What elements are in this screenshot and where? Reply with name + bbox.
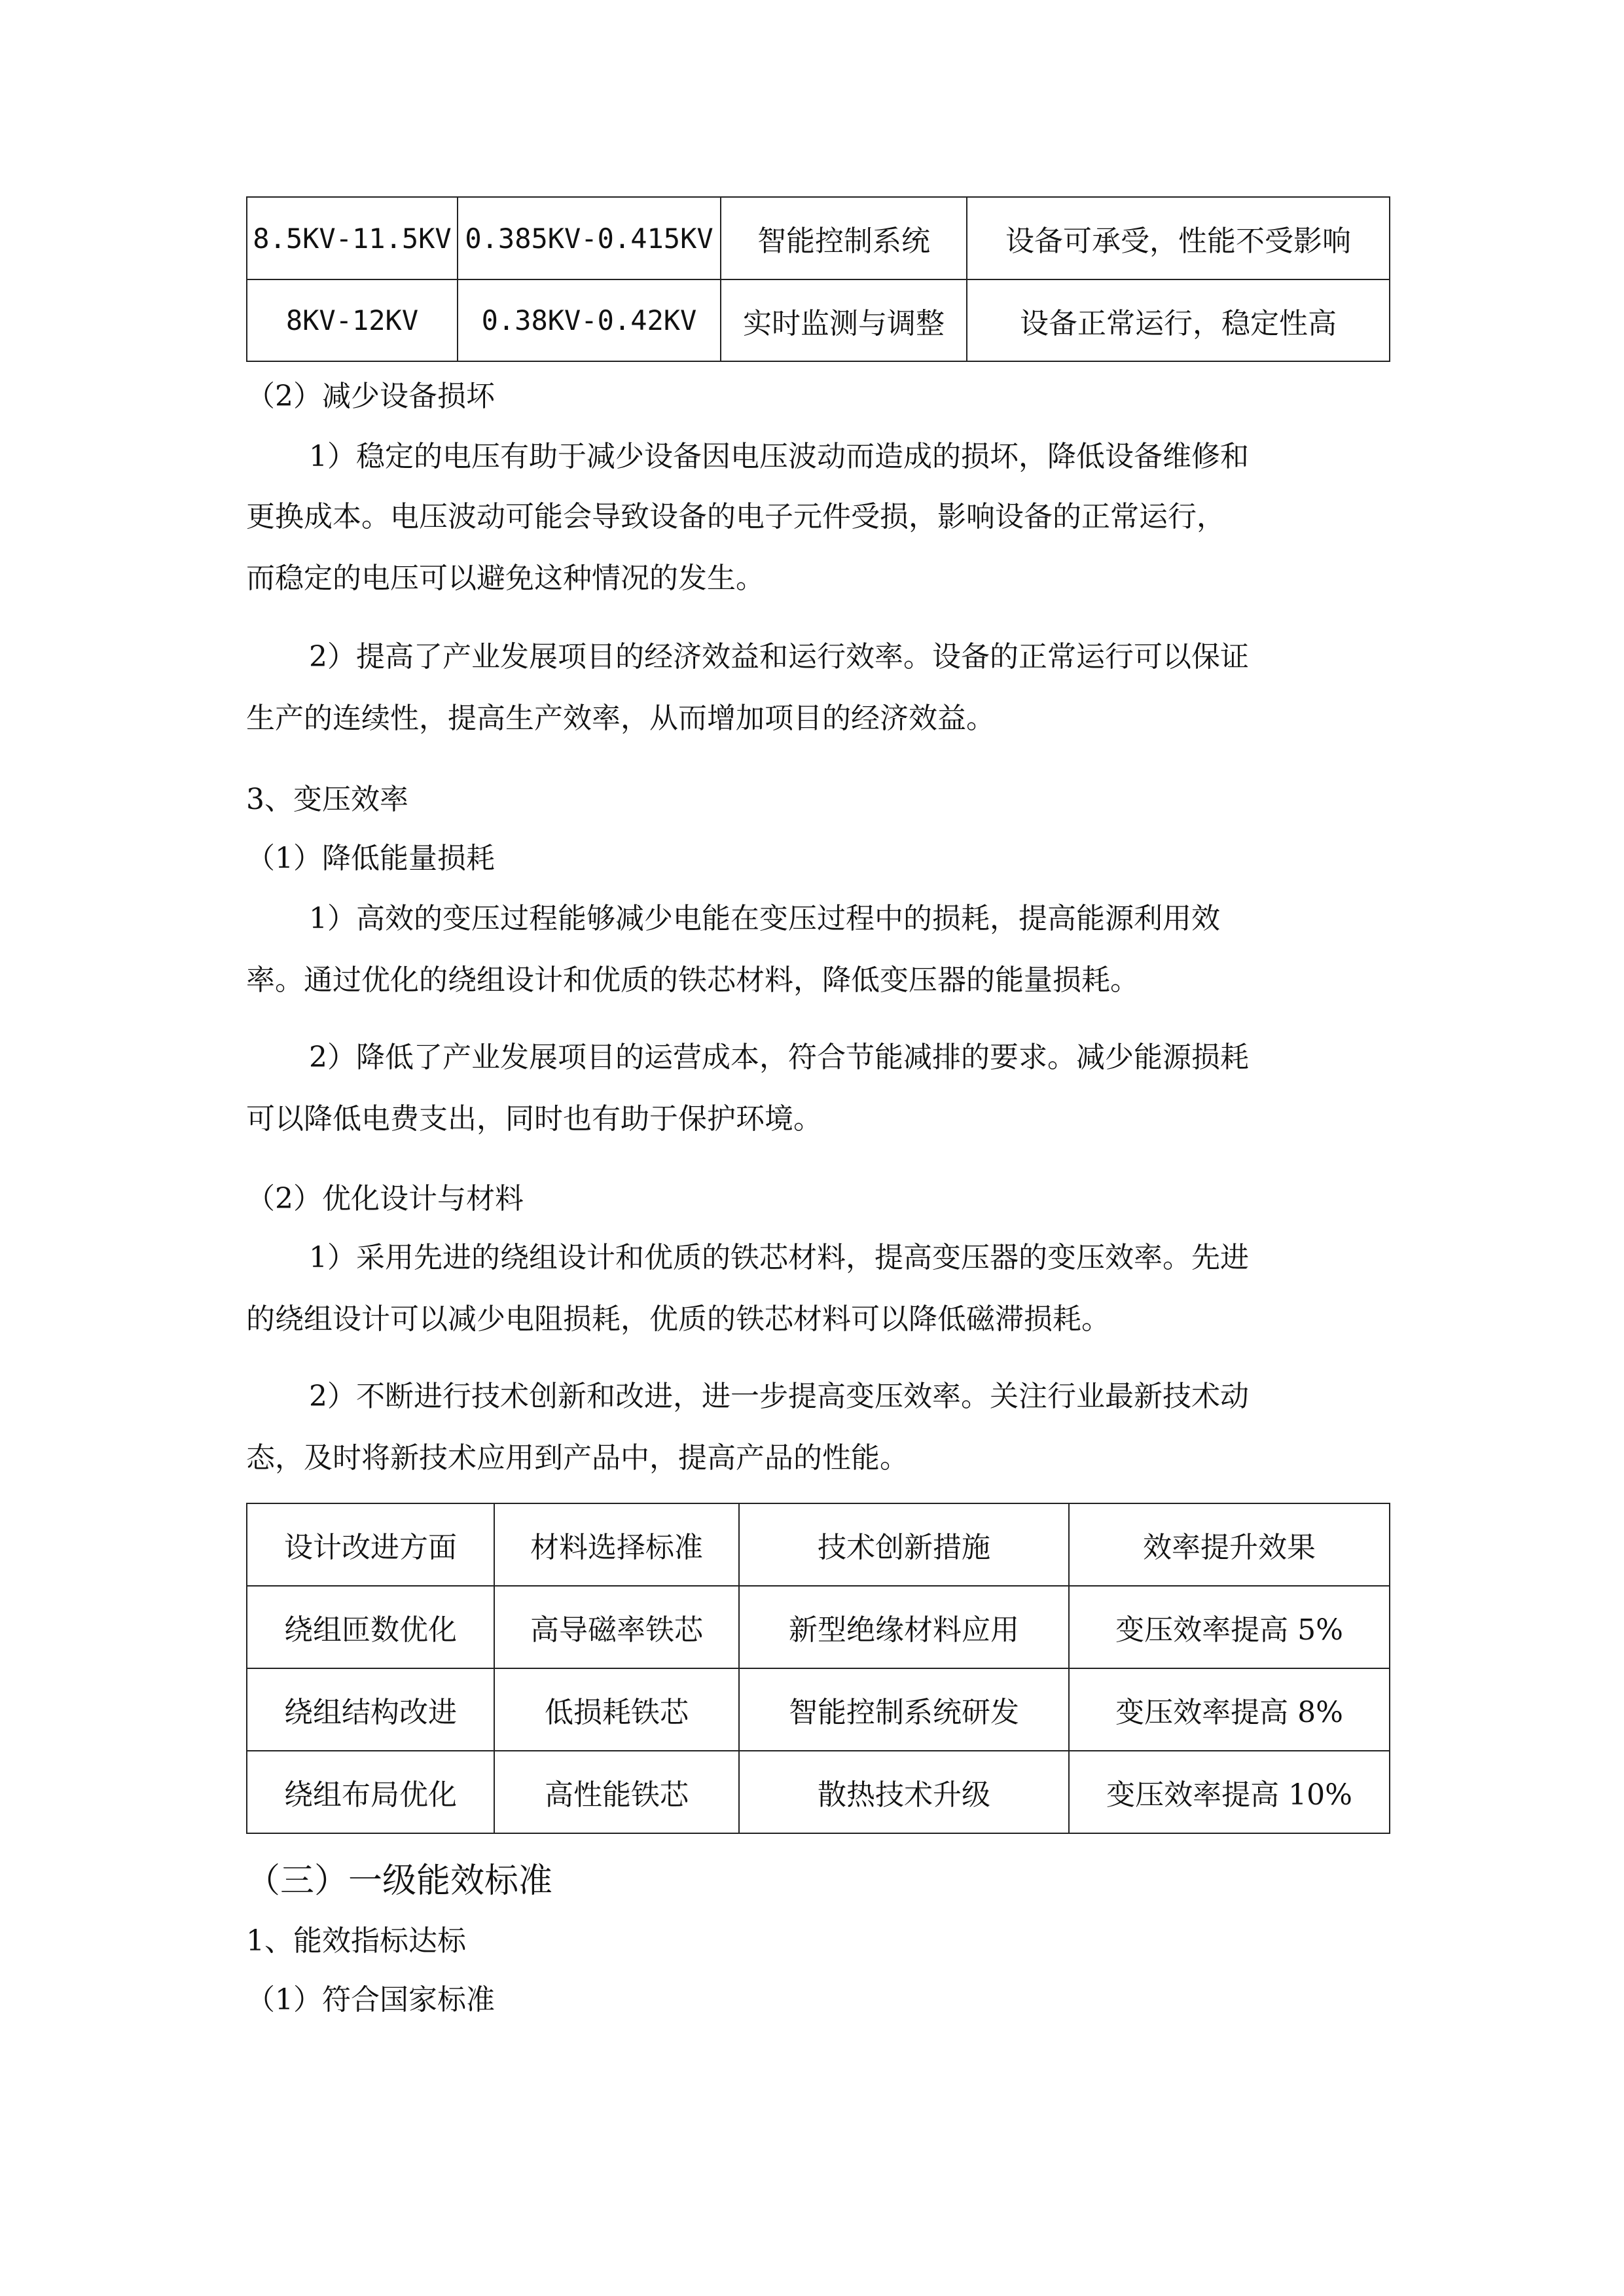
table-cell: 智能控制系统研发 (739, 1668, 1069, 1751)
table-cell: 高性能铁芯 (494, 1751, 739, 1833)
paragraph-line: 1）采用先进的绕组设计和优质的铁芯材料，提高变压器的变压效率。先进 (309, 1241, 1249, 1274)
paragraph-line: 更换成本。电压波动可能会导致设备的电子元件受损，影响设备的正常运行， (246, 500, 1225, 533)
paragraph-line: 可以降低电费支出，同时也有助于保护环境。 (246, 1102, 822, 1136)
table-cell: 绕组结构改进 (247, 1668, 494, 1751)
table-header-cell: 材料选择标准 (494, 1503, 739, 1586)
table-cell: 变压效率提高 5% (1069, 1586, 1390, 1668)
table-header-cell: 设计改进方面 (247, 1503, 494, 1586)
table-cell: 绕组匝数优化 (247, 1586, 494, 1668)
paragraph-line: 1）稳定的电压有助于减少设备因电压波动而造成的损坏，降低设备维修和 (309, 440, 1249, 473)
paragraph-line: 态，及时将新技术应用到产品中，提高产品的性能。 (246, 1441, 909, 1475)
table-header-row (247, 1503, 1390, 1586)
table-row (247, 1668, 1390, 1751)
table-cell: 0.385KV-0.415KV (458, 197, 721, 279)
paragraph-line: 1）高效的变压过程能够减少电能在变压过程中的损耗，提高能源利用效 (309, 902, 1220, 935)
table-header-cell: 效率提升效果 (1069, 1503, 1390, 1586)
table-cell: 8.5KV-11.5KV (247, 197, 458, 279)
table-cell: 变压效率提高 10% (1069, 1751, 1390, 1833)
paragraph-line: 2）不断进行技术创新和改进，进一步提高变压效率。关注行业最新技术动 (309, 1380, 1249, 1413)
table-row (247, 1586, 1390, 1668)
table-cell: 低损耗铁芯 (494, 1668, 739, 1751)
paragraph-line: 2）降低了产业发展项目的运营成本，符合节能减排的要求。减少能源损耗 (309, 1041, 1249, 1074)
table-row (247, 1751, 1390, 1833)
table-cell: 智能控制系统 (721, 197, 967, 279)
table-cell: 绕组布局优化 (247, 1751, 494, 1833)
table-cell: 新型绝缘材料应用 (739, 1586, 1069, 1668)
subsection-heading: （1）降低能量损耗 (246, 842, 495, 875)
table-row (247, 279, 1390, 361)
paragraph-line: 的绕组设计可以减少电阻损耗，优质的铁芯材料可以降低磁滞损耗。 (246, 1302, 1110, 1336)
paragraph-line: 率。通过优化的绕组设计和优质的铁芯材料，降低变压器的能量损耗。 (246, 963, 1139, 997)
paragraph-line: 而稳定的电压可以避免这种情况的发生。 (246, 562, 765, 595)
table-cell: 高导磁率铁芯 (494, 1586, 739, 1668)
chapter-heading: （三）一级能效标准 (246, 1861, 553, 1901)
table-row (247, 197, 1390, 279)
section-heading: 1、能效指标达标 (246, 1924, 466, 1958)
table-cell: 变压效率提高 8% (1069, 1668, 1390, 1751)
section-heading: 3、变压效率 (246, 783, 408, 816)
paragraph-line: 生产的连续性，提高生产效率，从而增加项目的经济效益。 (246, 702, 995, 735)
table-cell: 8KV-12KV (247, 279, 458, 361)
subsection-heading: （2）优化设计与材料 (246, 1182, 524, 1215)
paragraph-line: 2）提高了产业发展项目的经济效益和运行效率。设备的正常运行可以保证 (309, 640, 1249, 673)
table-cell: 散热技术升级 (739, 1751, 1069, 1833)
table-header-cell: 技术创新措施 (739, 1503, 1069, 1586)
subsection-heading: （2）减少设备损坏 (246, 380, 495, 413)
table-cell: 0.38KV-0.42KV (458, 279, 721, 361)
table-cell: 实时监测与调整 (721, 279, 967, 361)
subsection-heading: （1）符合国家标准 (246, 1983, 495, 2017)
table-cell: 设备可承受，性能不受影响 (967, 197, 1390, 279)
voltage-table (246, 196, 1390, 362)
table-cell: 设备正常运行，稳定性高 (967, 279, 1390, 361)
design-improvement-table (246, 1503, 1390, 1834)
